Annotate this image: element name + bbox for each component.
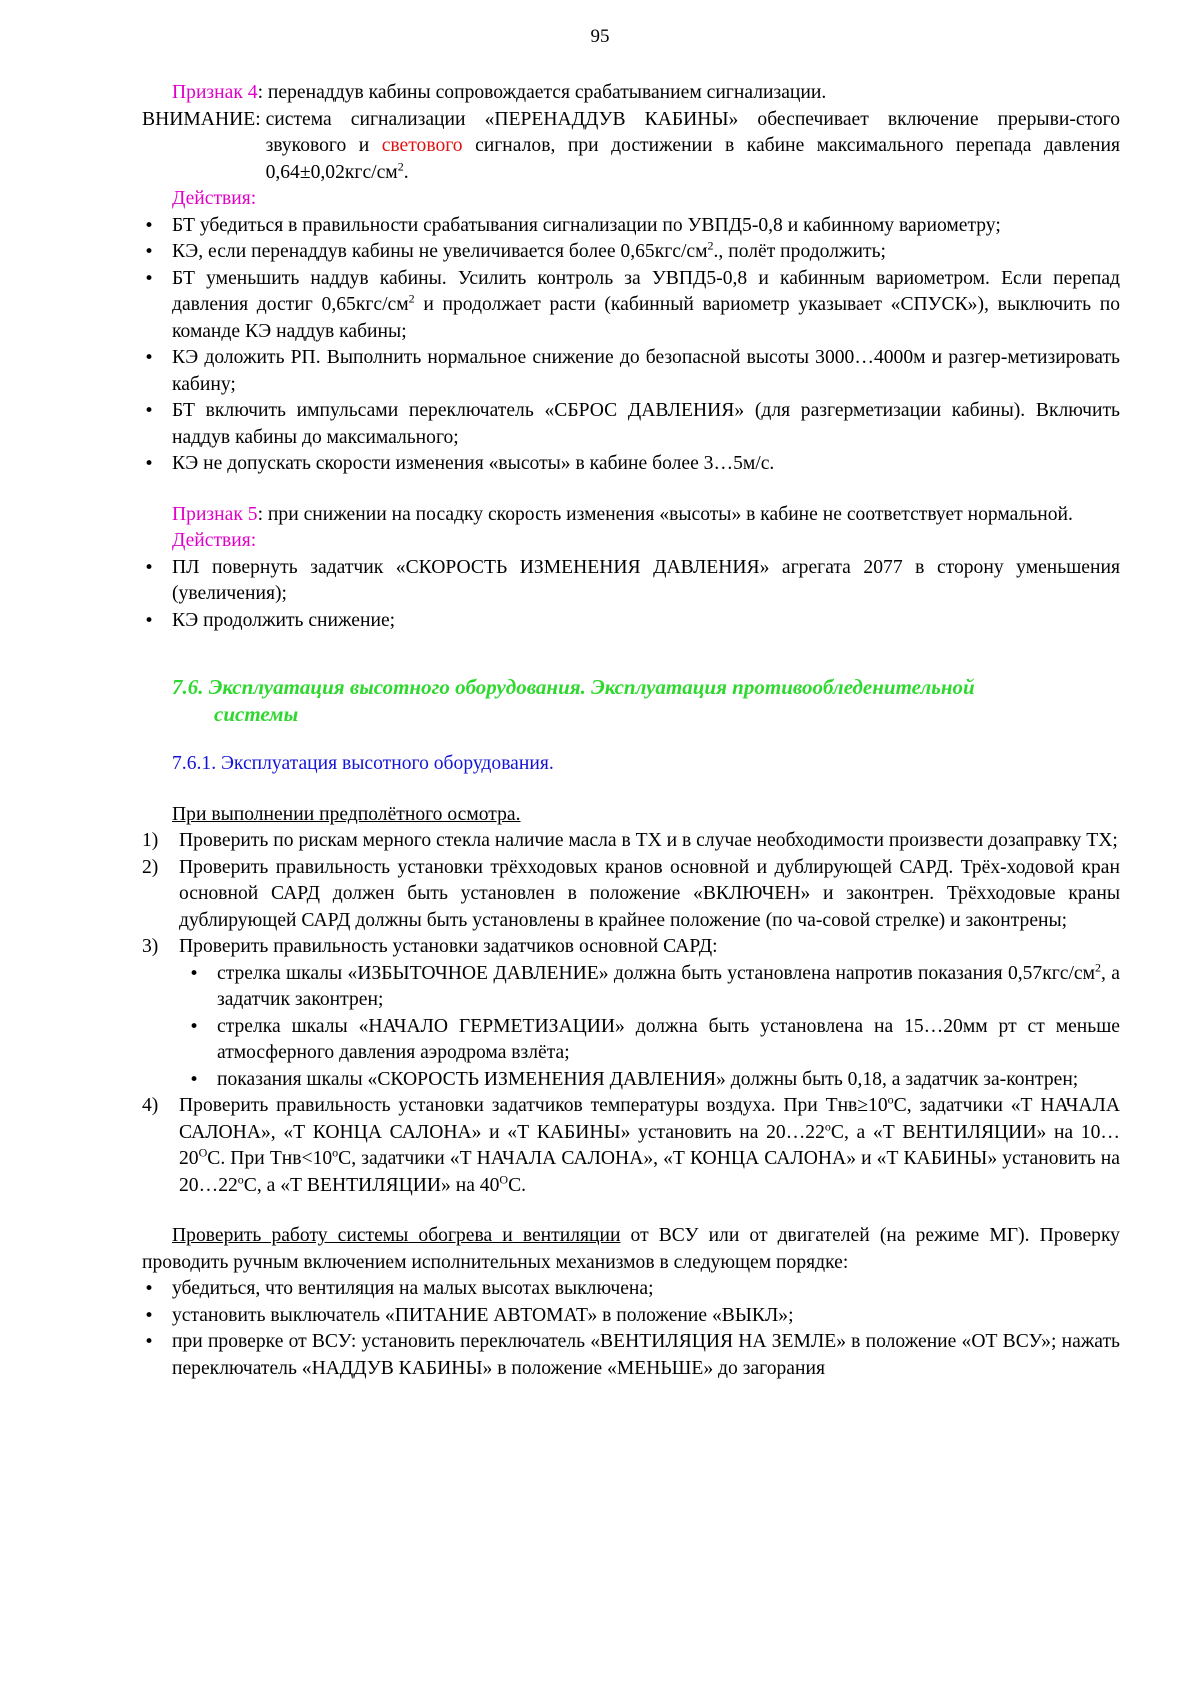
- list-item: [179, 1067, 1120, 1094]
- list-item-text: убедиться, что вентиляция на малых высотах выключена;: [172, 1278, 654, 1299]
- sign-5-text: : при снижении на посадку скорость изменения «высоты» в кабине не соответствует нормальной.: [257, 503, 1073, 525]
- section-7-6-heading: [142, 674, 1120, 727]
- section-number: 7.6.: [172, 675, 204, 699]
- section-title: Эксплуатация высотного оборудования. Эксплуатация противообледенительной: [203, 675, 975, 699]
- list-item-text: установить выключатель «ПИТАНИЕ АВТОМАТ» в положение «ВЫКЛ»;: [172, 1304, 794, 1326]
- list-item: [142, 1276, 1120, 1303]
- actions-list-4: [142, 213, 1120, 478]
- superscript: o: [887, 1092, 894, 1107]
- list-item-text: С, а «Т ВЕНТИЛЯЦИИ» на 40: [243, 1174, 500, 1196]
- page-number: 95: [590, 26, 610, 47]
- list-item-text: БТ включить импульсами переключатель «СБРОС ДАВЛЕНИЯ» (для разгерметизации кабины). Включить наддув кабины до максимального;: [172, 400, 1120, 448]
- item-number: 2): [142, 856, 159, 878]
- superscript: 2: [408, 291, 415, 306]
- list-item-text: КЭ, если перенаддув кабины не увеличивается более 0,65кгс/см: [172, 241, 708, 262]
- spacer: [142, 634, 1120, 674]
- list-item-text: ПЛ повернуть задатчик «СКОРОСТЬ ИЗМЕНЕНИЯ ДАВЛЕНИЯ» агрегата 2077 в сторону уменьшения (увеличения);: [172, 556, 1120, 604]
- heating-underlined: Проверить работу системы обогрева и вентиляции: [172, 1225, 621, 1246]
- preflight-heading: [142, 802, 1120, 829]
- list-item-text: Проверить по рискам мерного стекла наличие масла в ТХ и в случае необходимости произвести дозаправку ТХ;: [179, 830, 1118, 851]
- superscript: o: [237, 1171, 244, 1186]
- attention-text-part: система сигнализации «ПЕРЕНАДДУВ КАБИНЫ» обеспечивает включение прерыви-стого звукового и: [265, 108, 1120, 156]
- actions-label-5: Действия:: [172, 530, 257, 551]
- list-item: [142, 1329, 1120, 1382]
- item-number: 3): [142, 936, 159, 957]
- attention-text-part: .: [403, 161, 409, 183]
- sign-4-text: : перенаддув кабины сопровождается срабатыванием сигнализации.: [257, 82, 827, 103]
- list-item-text: БТ уменьшить наддув кабины. Усилить контроль за УВПД5-0,8 и кабинным вариометром. Если перепад давления достиг 0,65кгс/см: [172, 267, 1120, 315]
- list-item-text: С. При Тнв<10: [207, 1148, 333, 1169]
- preflight-heading-text: При выполнении предполётного осмотра.: [172, 803, 521, 825]
- attention-note: [142, 107, 1120, 187]
- list-item-text: ., полёт продолжить;: [713, 241, 886, 262]
- list-item-text: КЭ продолжить снижение;: [172, 609, 396, 631]
- attention-text: [266, 107, 1120, 187]
- list-item: [142, 1303, 1120, 1330]
- list-item: [142, 266, 1120, 346]
- section-title-continued: системы: [214, 701, 299, 726]
- list-item-text: Проверить правильность установки трёхходовых кранов основной и дублирующей САРД. Трёх-ходовой кран основной САРД должен быть установлен в положение «ВКЛЮЧЕН» и законтрен. Трёхходовые краны дублирующей САРД должны быть установлены в крайнее положение (по ча-совой стрелке) и законтрены;: [179, 856, 1120, 931]
- spacer: [142, 1199, 1120, 1223]
- list-item: [142, 828, 1120, 855]
- item-number: 1): [142, 830, 159, 851]
- superscript: o: [824, 1118, 831, 1133]
- list-item: [179, 961, 1120, 1014]
- list-item-text: , а задатчик законтрен;: [217, 962, 1120, 1010]
- list-item: [142, 345, 1120, 398]
- actions-list-5: [142, 555, 1120, 635]
- list-item-text: и продолжает расти (кабинный вариометр указывает «СПУСК»), выключить по команде КЭ наддув кабины;: [172, 294, 1121, 342]
- superscript: O: [499, 1171, 509, 1186]
- list-item-text: Проверить правильность установки задатчиков основной САРД:: [179, 936, 718, 957]
- list-item-text: стрелка шкалы «НАЧАЛО ГЕРМЕТИЗАЦИИ» должна быть установлена на 15…20мм рт ст меньше атмосферного давления аэродрома взлёта;: [217, 1015, 1120, 1063]
- list-item: [142, 451, 1120, 478]
- attention-sup: 2: [397, 158, 404, 173]
- list-item: [142, 213, 1120, 240]
- superscript: O: [198, 1145, 208, 1160]
- list-item-text: С, задатчики «Т НАЧАЛА САЛОНА», «Т КОНЦА САЛОНА» и «Т КАБИНЫ» установить на 20…22: [179, 1148, 1120, 1196]
- attention-red-word: светового: [381, 135, 463, 156]
- list-item: [142, 555, 1120, 608]
- list-item: [142, 608, 1120, 635]
- sign-5-line: [142, 502, 1120, 529]
- list-item: [179, 1014, 1120, 1067]
- list-item: [142, 239, 1120, 266]
- list-item-text: при проверке от ВСУ: установить переключатель «ВЕНТИЛЯЦИЯ НА ЗЕМЛЕ» в положение «ОТ ВСУ»; нажать переключатель «НАДДУВ КАБИНЫ» в положение «МЕНЬШЕ» до загорания: [172, 1331, 1120, 1379]
- list-item-text: показания шкалы «СКОРОСТЬ ИЗМЕНЕНИЯ ДАВЛЕНИЯ» должны быть 0,18, а задатчик за-контрен;: [217, 1068, 1079, 1090]
- heating-list: [142, 1276, 1120, 1382]
- sign-4-line: [142, 80, 1120, 107]
- actions-label-4: Действия:: [172, 188, 257, 209]
- list-item-text: КЭ не допускать скорости изменения «высоты» в кабине более 3…5м/с.: [172, 453, 775, 474]
- attention-label: ВНИМАНИЕ:: [142, 108, 266, 130]
- section-7-6-1-heading: 7.6.1. Эксплуатация высотного оборудования.: [172, 753, 554, 774]
- sign-4-label: Признак 4: [172, 82, 258, 103]
- list-item: [142, 1093, 1120, 1199]
- list-item: [142, 934, 1120, 1093]
- list-item-text: Проверить правильность установки задатчиков температуры воздуха. При Тнв≥10: [179, 1095, 888, 1116]
- preflight-list: [142, 828, 1120, 1199]
- spacer: [142, 727, 1120, 751]
- superscript: 2: [1095, 959, 1102, 974]
- list-item: [142, 855, 1120, 935]
- sard-sublist: [179, 961, 1120, 1094]
- list-item-text: КЭ доложить РП. Выполнить нормальное снижение до безопасной высоты 3000…4000м и разгер-метизировать кабину;: [172, 347, 1120, 395]
- attention-text-part: сигналов, при достижении в кабине максимального перепада давления 0,64±0,02кгс/см: [265, 135, 1120, 183]
- list-item: [142, 398, 1120, 451]
- spacer: [142, 778, 1120, 802]
- list-item-text: С.: [508, 1174, 527, 1196]
- page-content: [142, 80, 1120, 1382]
- list-item-text: С, а «Т ВЕНТИЛЯЦИИ» на 10…20: [179, 1121, 1120, 1169]
- sign-5-label: Признак 5: [172, 503, 258, 525]
- list-item-text: стрелка шкалы «ИЗБЫТОЧНОЕ ДАВЛЕНИЕ» должна быть установлена напротив показания 0,57кгс/см: [217, 962, 1096, 984]
- superscript: o: [332, 1145, 339, 1160]
- item-number: 4): [142, 1095, 159, 1116]
- superscript: 2: [707, 238, 714, 253]
- list-item-text: С, задатчики «Т НАЧАЛА САЛОНА», «Т КОНЦА САЛОНА» и «Т КАБИНЫ» установить на 20…22: [179, 1095, 1120, 1143]
- heating-paragraph: [142, 1223, 1120, 1276]
- spacer: [142, 478, 1120, 502]
- list-item-text: БТ убедиться в правильности срабатывания сигнализации по УВПД5-0,8 и кабинному вариометру;: [172, 214, 1001, 236]
- heating-text: от ВСУ или от двигателей (на режиме МГ). Проверку проводить ручным включением исполнительных механизмов в следующем порядке:: [142, 1225, 1120, 1273]
